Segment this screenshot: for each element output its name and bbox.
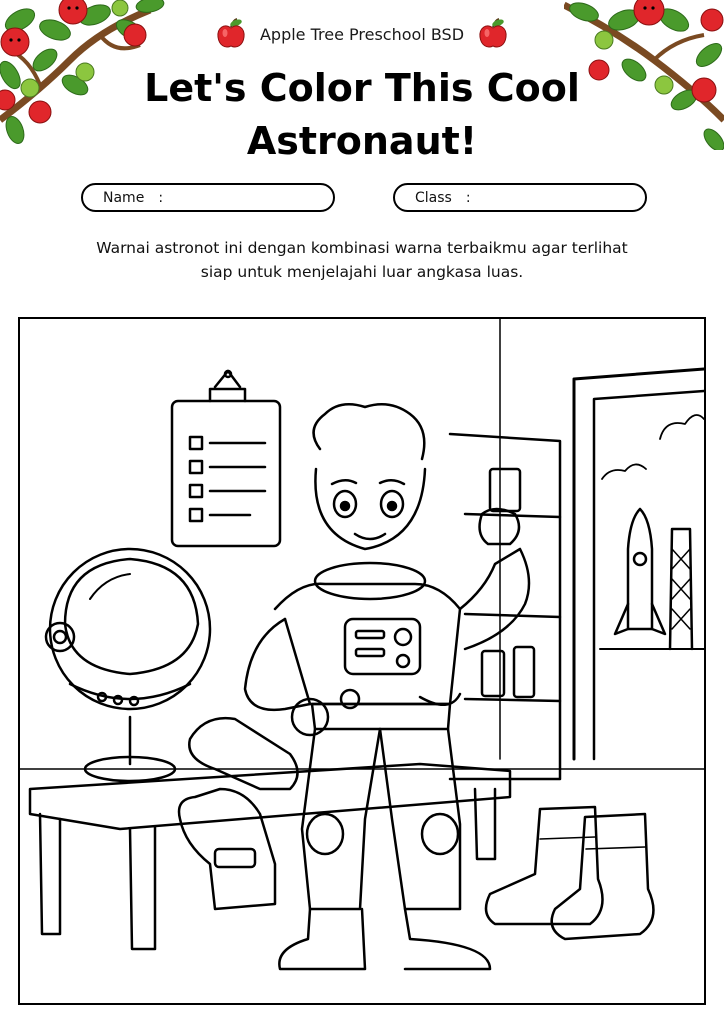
title-line-2: Astronaut!: [246, 119, 478, 163]
school-name: Apple Tree Preschool BSD: [259, 24, 465, 44]
astronaut-coloring-illustration: [20, 319, 704, 1003]
apple-icon: [216, 18, 246, 50]
title-line-1: Let's Color This Cool: [144, 66, 580, 110]
class-field[interactable]: [393, 183, 647, 212]
instruction-line-2: siap untuk menjelajahi luar angkasa luas.: [200, 263, 524, 281]
name-field[interactable]: [81, 183, 335, 212]
school-header: [0, 16, 724, 52]
class-label: Class: [415, 189, 452, 206]
apple-icon: [478, 18, 508, 50]
name-label: Name: [103, 189, 145, 206]
page-title: [0, 62, 724, 168]
coloring-frame: [18, 317, 706, 1005]
instruction-line-1: Warnai astronot ini dengan kombinasi warna terbaikmu agar terlihat: [96, 239, 628, 257]
instruction-text: [40, 236, 684, 284]
name-separator: :: [158, 189, 164, 206]
class-separator: :: [465, 189, 471, 206]
